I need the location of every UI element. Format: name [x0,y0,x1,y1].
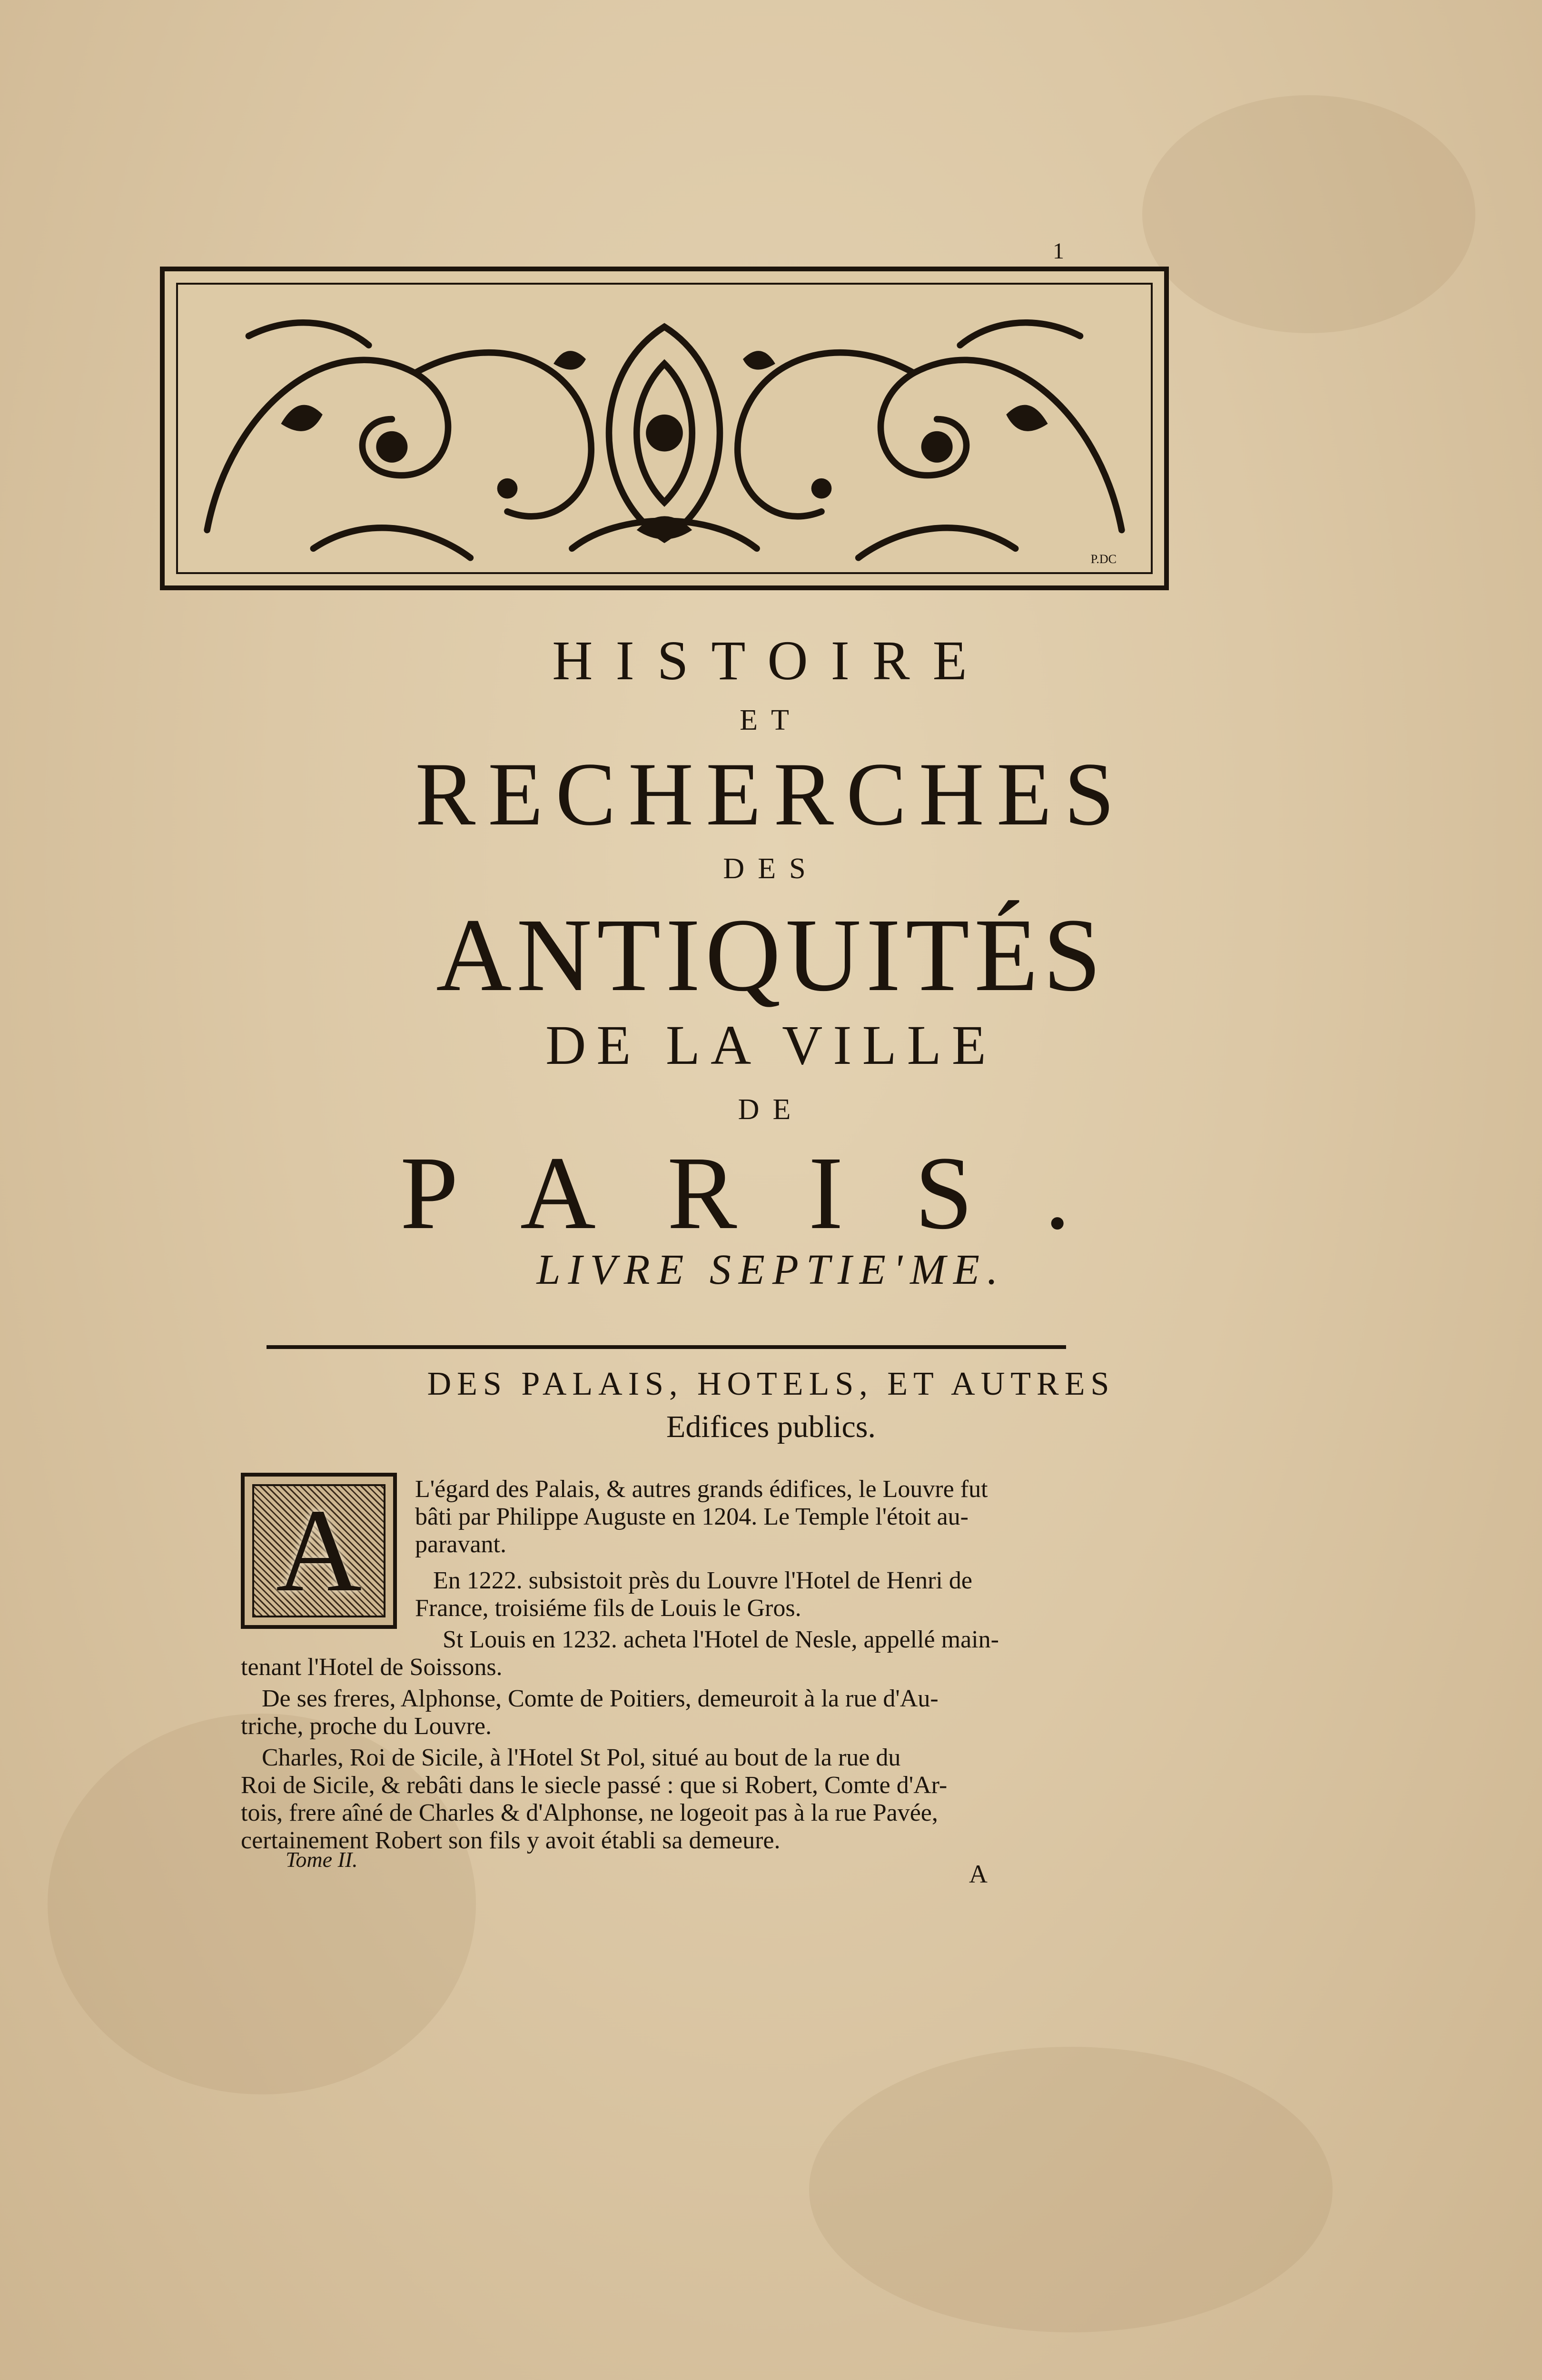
scrollwork-ornament-icon [165,271,1164,585]
title-de-la-ville: DE LA VILLE [545,1014,997,1076]
paper-stain [809,2047,1333,2332]
initial-letter: A [276,1485,362,1616]
paragraph-line: triche, proche du Louvre. [241,1713,492,1740]
paragraph-line: bâti par Philippe Auguste en 1204. Le Temple l'étoit au- [415,1503,969,1530]
paragraph-line: tenant l'Hotel de Soissons. [241,1654,503,1681]
paragraph-line: France, troisiéme fils de Louis le Gros. [415,1595,801,1622]
volume-footer: Tome II. [286,1847,358,1872]
section-subtitle: Edifices publics. [666,1409,876,1444]
title-antiquites: ANTIQUITÉS [436,897,1106,1013]
paragraph-line: De ses freres, Alphonse, Comte de Poitiers, demeuroit à la rue d'Au- [262,1685,939,1712]
page-number: 1 [1053,238,1064,264]
title-histoire: HISTOIRE [552,629,990,692]
paper-stain [1142,95,1475,333]
title-paris: PARIS. [400,1135,1142,1251]
paragraph-line: tois, frere aîné de Charles & d'Alphonse, ne logeoit pas à la rue Pavée, [241,1799,938,1826]
book-heading: LIVRE SEPTIE'ME. [536,1246,1006,1293]
paragraph-line: L'égard des Palais, & autres grands édifices, le Louvre fut [415,1476,988,1503]
paragraph-line: Roi de Sicile, & rebâti dans le siecle passé : que si Robert, Comte d'Ar- [241,1772,948,1799]
paragraph-line: En 1222. subsistoit près du Louvre l'Hotel de Henri de [433,1567,972,1594]
paragraph-line: certainement Robert son fils y avoit établi sa demeure. [241,1827,781,1854]
title-des: DES [723,853,819,885]
paragraph-line: paravant. [415,1531,507,1558]
title-recherches: RECHERCHES [415,744,1127,844]
paragraph-line: St Louis en 1232. acheta l'Hotel de Nesle, appellé main- [443,1626,999,1653]
title-de: DE [738,1093,804,1126]
signature-mark: A [969,1860,988,1888]
paragraph-line: Charles, Roi de Sicile, à l'Hotel St Pol, situé au bout de la rue du [262,1744,901,1771]
ornamental-headpiece [160,267,1169,590]
section-title: DES PALAIS, HOTELS, ET AUTRES [427,1366,1115,1402]
horizontal-rule [267,1345,1066,1349]
engraver-monogram: P.DC [1090,552,1117,566]
decorated-initial [241,1473,397,1629]
title-et: ET [740,704,802,736]
